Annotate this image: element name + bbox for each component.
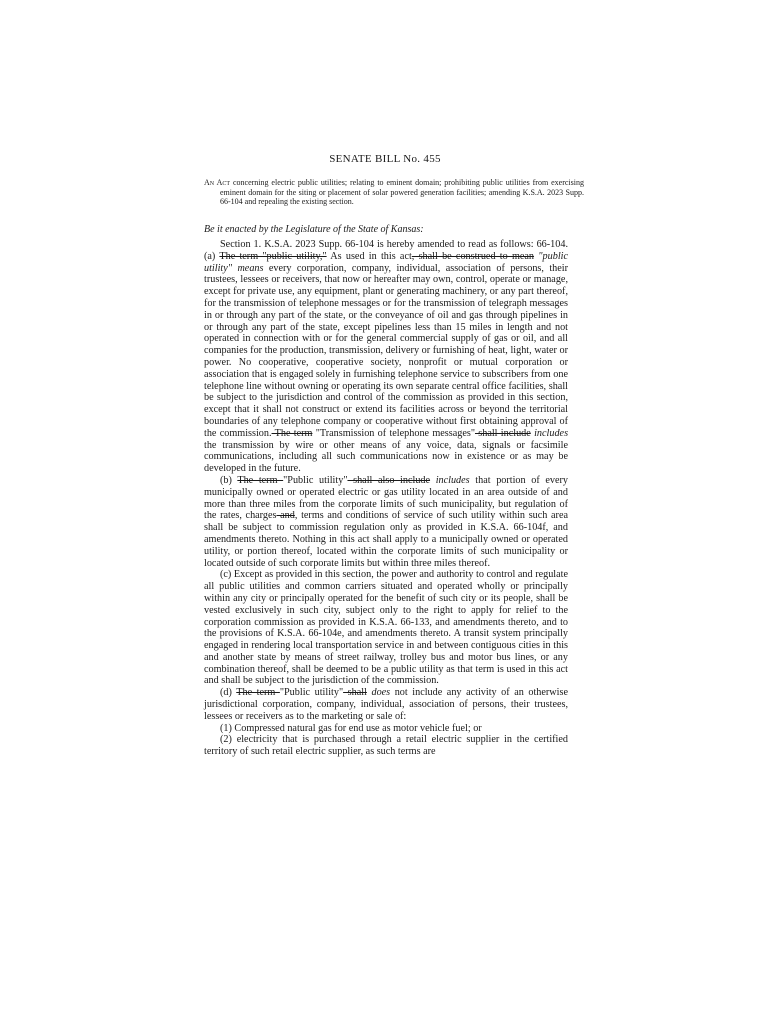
text-run: "Transmission of telephone messages"	[312, 427, 475, 439]
text-run: "Public utility"	[279, 687, 344, 699]
struck-text: shall include	[474, 427, 531, 439]
struck-text: and	[276, 510, 295, 522]
list-item-2: (2) electricity that is purchased through a retail electric supplier in the certified territory of such retail electric supplier, as such terms are	[204, 734, 568, 758]
inserted-text: "public utility" means	[204, 250, 569, 274]
act-summary	[204, 178, 584, 207]
struck-text: The term	[271, 427, 313, 439]
text-run: , terms and conditions of service of such utility within such area shall be subject to commission regulation only as provided in K.S.A. 66-104f, and amendments thereto. Nothing in this act shall apply to a municipally owned or operated utility, or portion thereof, located within the corporate limits of such municipality or located outside of such corporate limits but within three miles thereof.	[204, 510, 568, 569]
text-run: Section 1. K.S.A. 2023 Supp. 66-104 is hereby amended to read as follows: 66-104. (a)	[204, 239, 568, 262]
text-run: (d)	[220, 687, 237, 699]
section-1-paragraph-a	[204, 239, 568, 475]
bill-title: SENATE BILL No. 455	[329, 153, 441, 165]
struck-text: The term	[237, 474, 284, 486]
inserted-text: includes	[534, 427, 569, 439]
text-run: "Public utility"	[283, 474, 348, 486]
text-run: not include any activity of an otherwise jurisdictional corporation, company, individual, association of persons, their trustees, lessees or receivers as to the marketing or sale of:	[204, 687, 568, 722]
act-text: concerning electric public utilities; relating to eminent domain; prohibiting public utilities from exercising eminent domain for the siting or placement of solar powered generation facilities; amending K.S.A. 2023 Supp. 66-104 and repealing the existing section.	[220, 178, 584, 207]
struck-text: , shall be construed to mean	[411, 250, 535, 262]
section-1-paragraph-b	[204, 475, 568, 569]
text-run: As used in this act	[326, 250, 412, 262]
struck-text: The term "public utility,"	[219, 250, 327, 262]
section-1-paragraph-d	[204, 687, 568, 722]
section-1-paragraph-c: (c) Except as provided in this section, the power and authority to control and regulate all public utilities and common carriers situated and operated wholly or principally within any city or principally operated for the benefit of such city or its people, shall be vested exclusively in such city, subject only to the right to apply for relief to the corporation commission as provided in K.S.A. 66-133, and amendments thereto, and to the provisions of K.S.A. 66-104e, and amendments thereto. A transit system principally engaged in rendering local transportation service in and between contiguous cities in this and another state by means of street railway, trolley bus and motor bus lines, or any combination thereof, shall be deemed to be a public utility as that term is used in this act and shall be subject to the jurisdiction of the commission.	[204, 569, 568, 687]
text-run: the transmission by wire or other means of any voice, data, signals or facsimile communications, including all such communications now in existence or as may be developed in the future.	[204, 439, 568, 475]
text-run: (b)	[220, 474, 238, 486]
text-run: every corporation, company, individual, association of persons, their trustees, lessees or receivers, that now or hereafter may own, control, operate or manage, except for private use, any equipment, plant or generating machinery, or any part thereof, for the transmission of telephone messages or for the transmission of telegraph messages in or through any part of the state, or the conveyance of oil and gas through pipelines in or through any part of the state, except pipelines less than 15 miles in length and not operated in connection with or for the general commercial supply of gas or oil, and all companies for the production, transmission, delivery or furnishing of heat, light, water or power. No cooperative, cooperative society, nonprofit or mutual corporation or association that is engaged solely in furnishing telephone service to subscribers from one telephone line without owning or operating its own separate central office facilities, shall be subject to the jurisdiction and control of the commission as provided in this section, except that it shall not construct or extend its facilities across or beyond the territorial boundaries of any telephone company or cooperative without first obtaining approval of the commission.	[204, 262, 569, 439]
inserted-text: includes	[435, 474, 470, 486]
bill-body	[204, 239, 568, 758]
inserted-text: does	[371, 687, 391, 699]
struck-text: shall	[343, 687, 367, 699]
act-prefix: An Act	[204, 178, 231, 187]
enacting-clause: Be it enacted by the Legislature of the State of Kansas:	[204, 224, 424, 235]
struck-text: The term	[236, 687, 280, 699]
struck-text: shall also include	[347, 474, 431, 486]
text-run: that portion of every municipally owned or operated electric or gas utility located in an area outside of and more than three miles from the corporate limits of such municipality, but regulation of the rates, charges	[204, 474, 569, 522]
list-item-1: (1) Compressed natural gas for end use as motor vehicle fuel; or	[220, 722, 482, 734]
